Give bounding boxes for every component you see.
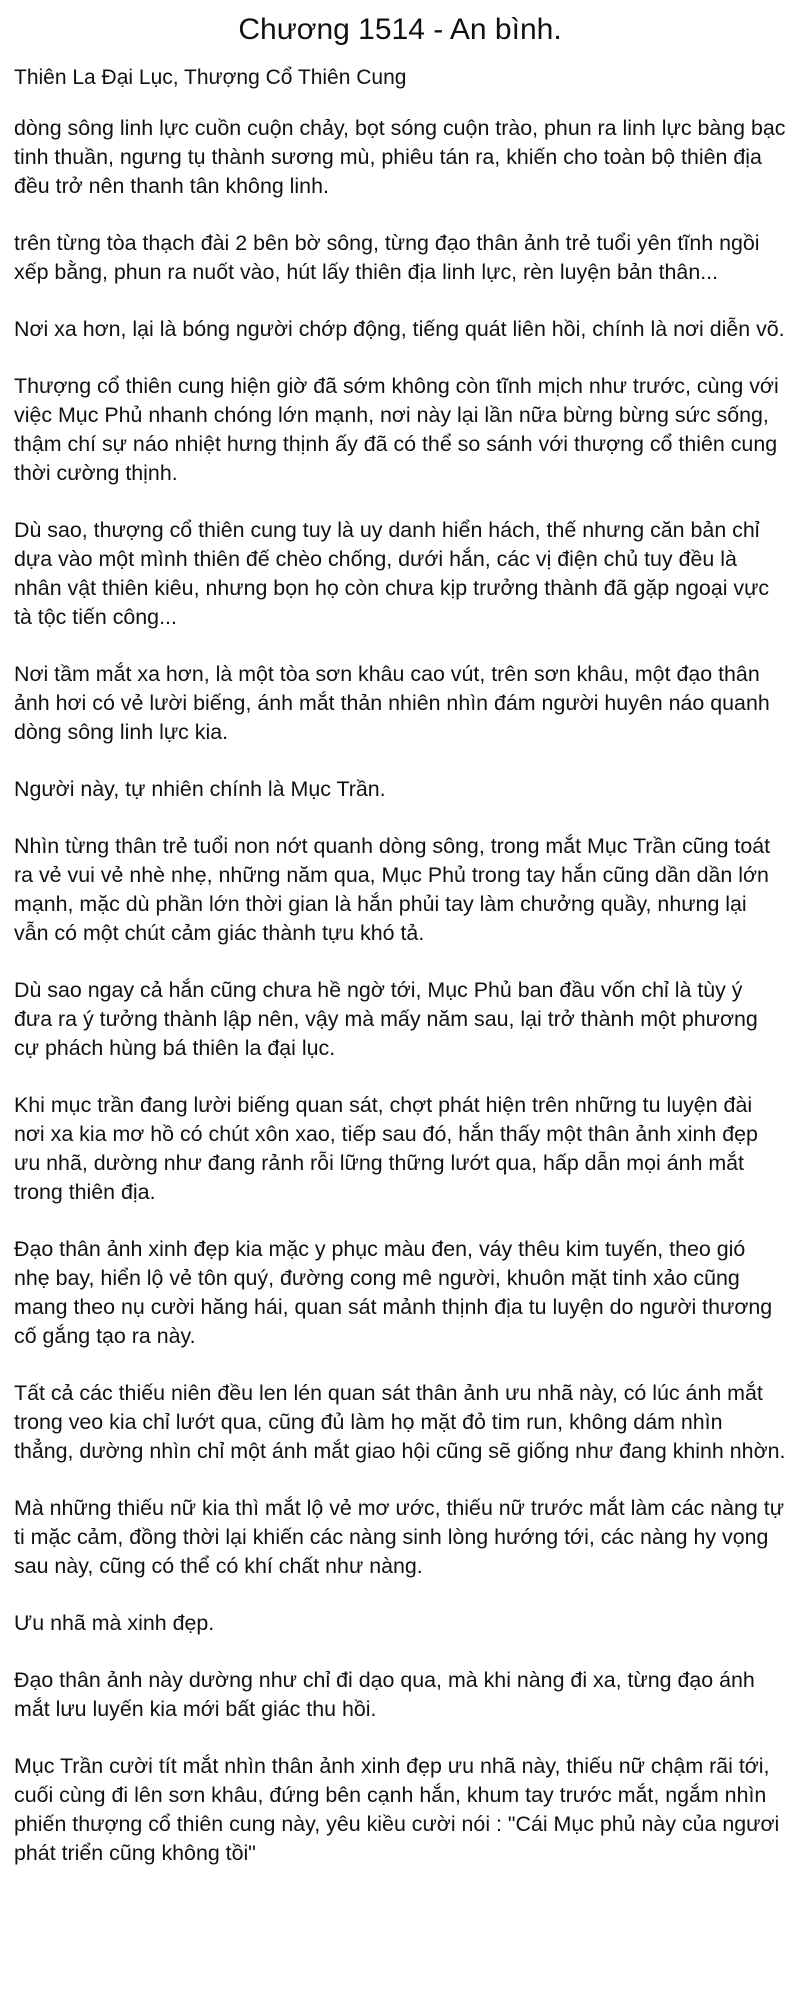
location-line: Thiên La Đại Lục, Thượng Cổ Thiên Cung: [14, 66, 407, 89]
paragraph: Đạo thân ảnh xinh đẹp kia mặc y phục màu đen, váy thêu kim tuyến, theo gió nhẹ bay, hiển lộ vẻ tôn quý, đường cong mê người, khuôn mặt tinh xảo cũng mang theo nụ cười hăng hái, quan sát mảnh thịnh địa tu luyện do người thương cố gắng tạo ra này.: [14, 1237, 773, 1348]
paragraph: Ưu nhã mà xinh đẹp.: [14, 1611, 215, 1635]
paragraph: Người này, tự nhiên chính là Mục Trần.: [14, 777, 386, 801]
paragraph: dòng sông linh lực cuồn cuộn chảy, bọt sóng cuộn trào, phun ra linh lực bàng bạc tinh thuần, ngưng tụ thành sương mù, phiêu tán ra, khiến cho toàn bộ thiên địa đều trở nên thanh tân không linh.: [14, 116, 786, 198]
paragraph: Mục Trần cười tít mắt nhìn thân ảnh xinh đẹp ưu nhã này, thiếu nữ chậm rãi tới, cuối cùng đi lên sơn khâu, đứng bên cạnh hắn, khum tay trước mắt, ngắm nhìn phiến thượng cổ thiên cung này, yêu kiều cười nói : "Cái Mục phủ này của ngươi phát triển cũng không tồi": [14, 1754, 780, 1865]
paragraph: Dù sao, thượng cổ thiên cung tuy là uy danh hiển hách, thế nhưng căn bản chỉ dựa vào một mình thiên đế chèo chống, dưới hắn, các vị điện chủ tuy đều là nhân vật thiên kiêu, nhưng bọn họ còn chưa kịp trưởng thành đã gặp ngoại vực tà tộc tiến công...: [14, 518, 770, 629]
paragraph: Thượng cổ thiên cung hiện giờ đã sớm không còn tĩnh mịch như trước, cùng với việc Mục Phủ nhanh chóng lớn mạnh, nơi này lại lần nữa bừng bừng sức sống, thậm chí sự náo nhiệt hưng thịnh ấy đã có thể so sánh với thượng cổ thiên cung thời cường thịnh.: [14, 374, 779, 485]
paragraph: trên từng tòa thạch đài 2 bên bờ sông, từng đạo thân ảnh trẻ tuổi yên tĩnh ngồi xếp bằng, phun ra nuốt vào, hút lấy thiên địa linh lực, rèn luyện bản thân...: [14, 231, 760, 284]
paragraph: Nơi xa hơn, lại là bóng người chớp động, tiếng quát liên hồi, chính là nơi diễn võ.: [14, 317, 785, 341]
paragraph: Đạo thân ảnh này dường như chỉ đi dạo qua, mà khi nàng đi xa, từng đạo ánh mắt lưu luyến kia mới bất giác thu hồi.: [14, 1668, 755, 1721]
paragraph: Khi mục trần đang lười biếng quan sát, chợt phát hiện trên những tu luyện đài nơi xa kia mơ hồ có chút xôn xao, tiếp sau đó, hắn thấy một thân ảnh xinh đẹp ưu nhã, dường như đang rảnh rỗi lững thững lướt qua, hấp dẫn mọi ánh mắt trong thiên địa.: [14, 1093, 758, 1204]
paragraph: Tất cả các thiếu niên đều len lén quan sát thân ảnh ưu nhã này, có lúc ánh mắt trong veo kia chỉ lướt qua, cũng đủ làm họ mặt đỏ tim run, không dám nhìn thẳng, dường nhìn chỉ một ánh mắt giao hội cũng sẽ giống như đang khinh nhờn.: [14, 1381, 786, 1463]
paragraph: Dù sao ngay cả hắn cũng chưa hề ngờ tới, Mục Phủ ban đầu vốn chỉ là tùy ý đưa ra ý tưởng thành lập nên, vậy mà mấy năm sau, lại trở thành một phương cự phách hùng bá thiên la đại lục.: [14, 978, 758, 1060]
paragraph: Mà những thiếu nữ kia thì mắt lộ vẻ mơ ước, thiếu nữ trước mắt làm các nàng tự ti mặc cảm, đồng thời lại khiến các nàng sinh lòng hướng tới, các nàng hy vọng sau này, cũng có thể có khí chất như nàng.: [14, 1496, 785, 1578]
chapter-title: Chương 1514 - An bình.: [238, 13, 562, 46]
paragraph: Nơi tầm mắt xa hơn, là một tòa sơn khâu cao vút, trên sơn khâu, một đạo thân ảnh hơi có vẻ lười biếng, ánh mắt thản nhiên nhìn đám người huyên náo quanh dòng sông linh lực kia.: [14, 662, 770, 744]
paragraph: Nhìn từng thân trẻ tuổi non nớt quanh dòng sông, trong mắt Mục Trần cũng toát ra vẻ vui vẻ nhè nhẹ, những năm qua, Mục Phủ trong tay hắn cũng dần dần lớn mạnh, mặc dù phần lớn thời gian là hắn phủi tay làm chưởng quầy, nhưng lại vẫn có một chút cảm giác thành tựu khó tả.: [14, 834, 771, 945]
